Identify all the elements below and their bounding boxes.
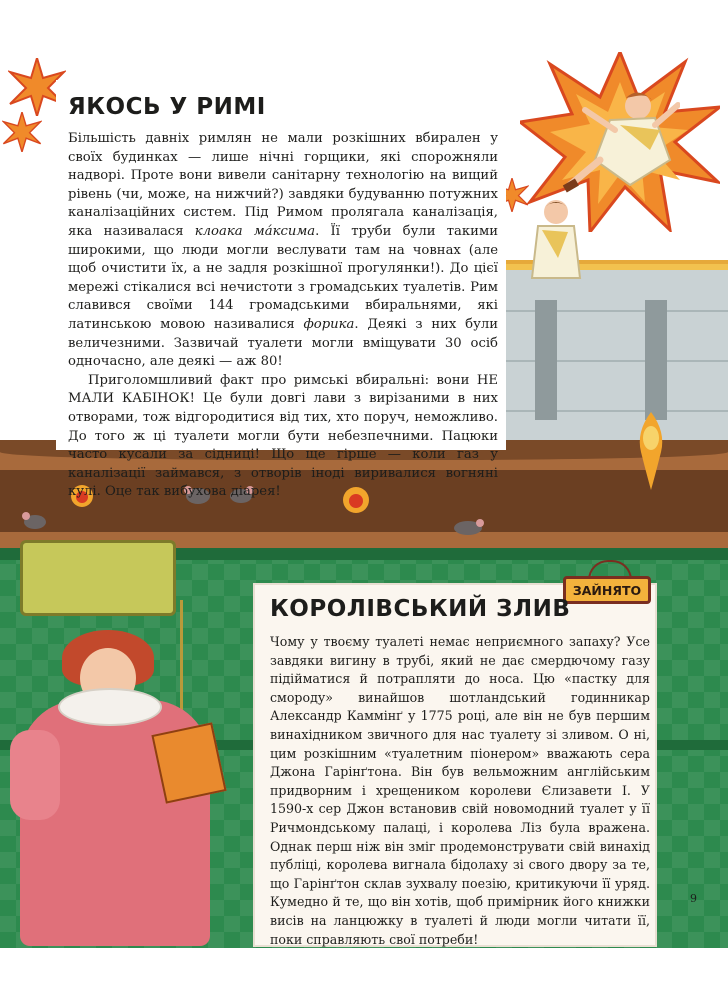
section-title-royal-flush: КОРОЛІВСЬКИЙ ЗЛИВ xyxy=(270,596,571,622)
paragraph-rome xyxy=(68,130,498,502)
rat-icon xyxy=(448,516,488,538)
seated-roman-figure xyxy=(528,198,584,288)
sewer-pipe xyxy=(535,300,557,420)
paragraph-text: Приголомшливий факт про римські вбиральні: вони НЕ МАЛИ КАБІНОК! Це були довгі лави з вирізаними в них отворами, тож відгородитися від тих, хто поруч, неможливо. До того ж ці туалети могли бути небезпечними. Пацюки часто кусали за сідниці! Що ще гірше — коли газ у каналізації займався, з отворів іноді виривалися вогняні кулі. Оце так вибухова діарея! xyxy=(68,372,498,500)
queen-sleeve xyxy=(10,730,60,820)
toilet-cistern xyxy=(20,540,176,616)
paragraph-royal-flush: Чому у твоєму туалеті немає неприємного запаху? Усе завдяки вигину в трубі, який не дає смердючому газу підійматися й потрапляти до носа. Цю «пастку для смороду» винайшов шотландський годинникар Александр Каммінґ у 1775 році, але він не був першим винахідником звичного для нас туалету зі зливом. О ні, цим розкішним «туалетним піонером» вважають сера Джона Гарінґтона. Він був вельможним англійським придворним і хрещеником королеви Єлизавети І. У 1590-х сер Джон встановив свій новомодний туалет у її Ричмондському палаці, і королева Ліз була вражена. Однак перш ніж він зміг продемонструвати свій винахід публіці, королева вигнала бідолаху зі свого двору за те, що Гарінґтон склав зухвалу поезію, критикуючи її уряд. Кумедно й те, що він хотів, щоб примірник його книжки висів на ланцюжку в туалеті й люди могли читати її, поки справляють свої потреби! xyxy=(270,634,650,947)
star-burst-icon xyxy=(2,112,42,152)
italic-term: клоака ма́ксима xyxy=(194,223,316,239)
flush-chain xyxy=(180,600,183,720)
fireball-icon xyxy=(636,412,666,490)
section-title-rome: ЯКОСЬ У РИМІ xyxy=(68,94,266,120)
occupied-sign: ЗАЙНЯТО xyxy=(563,576,651,604)
sewer-pipe xyxy=(645,300,667,420)
paragraph-text: . Деякі з них були величезними. Зазвичай туалети могли вміщувати 30 осіб одночасно, але деякі — аж 80! xyxy=(68,316,498,370)
paragraph-text: Більшість давніх римлян не мали розкішних вбирален у своїх будинках — лише нічні горщики, які спорожняли надворі. Проте вони вивели санітарну технологію на вищий рівень (чи, може, на нижчий?) завдяки будуванню потужних каналізаційних систем. Під Римом пролягала каналізація, яка називалася xyxy=(68,131,498,239)
queen-ruff-collar xyxy=(58,688,162,726)
italic-term: форика xyxy=(303,316,355,332)
page-number: 9 xyxy=(690,892,697,905)
falling-roman-figure xyxy=(560,90,680,200)
paragraph-text: . Її труби були такими широкими, що люди могли веслувати там на човнах (але щоб очистити їх, а не задля розкішної прогулянки!). До цієї мережі стікалися всі нечистоти з громадських туалетів. Рим славився своїми 144 громадськими вбиральнями, які латинською мовою називалися xyxy=(68,223,498,332)
rat-icon xyxy=(20,508,50,532)
